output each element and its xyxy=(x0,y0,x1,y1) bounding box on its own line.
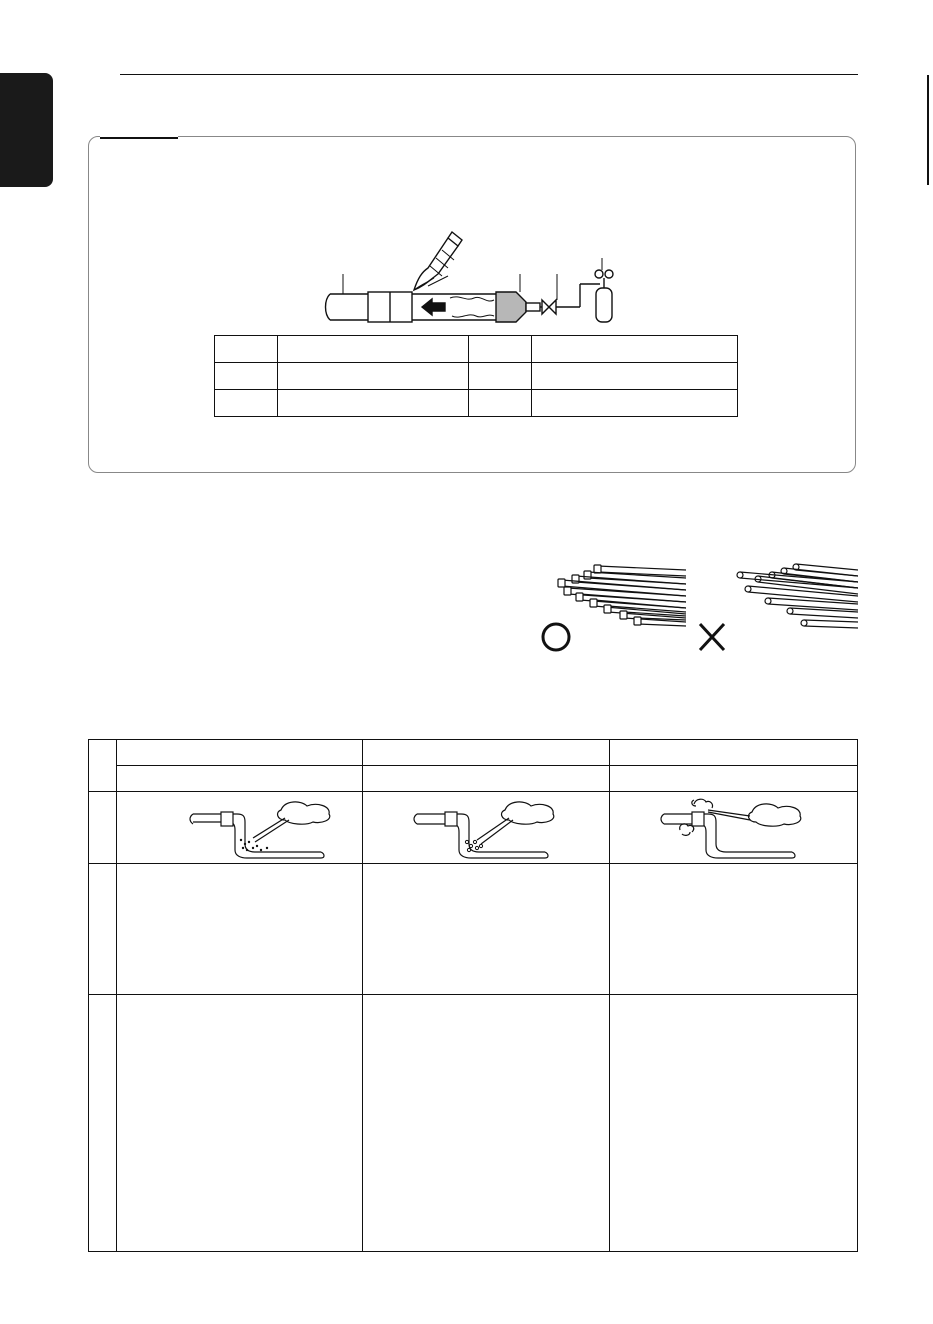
legend-cell xyxy=(469,363,532,390)
matrix-header-cell xyxy=(363,740,610,766)
page-edge-mark xyxy=(927,75,929,185)
matrix-causes-row xyxy=(89,864,858,995)
row-label xyxy=(89,792,117,864)
matrix-header-cell xyxy=(610,740,858,766)
language-tab xyxy=(0,73,53,187)
pipe-storage-illustration xyxy=(528,552,858,662)
note-label-bar xyxy=(100,137,178,139)
cause-cell xyxy=(117,864,363,995)
legend-cell xyxy=(215,363,278,390)
capped-pipe-bundle xyxy=(558,565,686,626)
legend-cell xyxy=(278,363,469,390)
measure-cell xyxy=(363,995,610,1252)
legend-cell xyxy=(215,390,278,417)
leak-pipe-icon xyxy=(610,792,858,860)
legend-table xyxy=(214,335,738,417)
cause-cell xyxy=(610,864,858,995)
nitrogen-brazing-illustration xyxy=(310,228,640,328)
legend-cell xyxy=(278,390,469,417)
legend-cell xyxy=(278,336,469,363)
matrix-header-cell xyxy=(117,740,363,766)
legend-row xyxy=(215,363,738,390)
measure-cell xyxy=(610,995,858,1252)
note-label-gap xyxy=(100,130,178,142)
matrix-header-row xyxy=(89,740,858,766)
matrix-subheader-cell xyxy=(610,766,858,792)
dust-illustration-cell xyxy=(363,792,610,864)
matrix-subheader-cell xyxy=(363,766,610,792)
legend-cell xyxy=(532,363,738,390)
legend-cell xyxy=(469,390,532,417)
ng-mark-icon xyxy=(700,624,724,650)
legend-row xyxy=(215,336,738,363)
row-label xyxy=(89,864,117,995)
problem-matrix-table xyxy=(88,739,858,1252)
matrix-corner xyxy=(89,740,117,792)
matrix-subheader-cell xyxy=(117,766,363,792)
dust-pipe-icon xyxy=(363,792,610,860)
measure-cell xyxy=(117,995,363,1252)
uncapped-pipe-bundle xyxy=(737,564,858,628)
matrix-subheader-row xyxy=(89,766,858,792)
moisture-illustration-cell xyxy=(117,792,363,864)
legend-cell xyxy=(469,336,532,363)
leak-illustration-cell xyxy=(610,792,858,864)
cause-cell xyxy=(363,864,610,995)
legend-cell xyxy=(532,336,738,363)
matrix-measures-row xyxy=(89,995,858,1252)
legend-row xyxy=(215,390,738,417)
header-rule xyxy=(120,74,858,75)
row-label xyxy=(89,995,117,1252)
ok-mark-icon xyxy=(543,624,569,650)
legend-cell xyxy=(215,336,278,363)
matrix-illustration-row xyxy=(89,792,858,864)
moisture-pipe-icon xyxy=(117,792,363,860)
legend-cell xyxy=(532,390,738,417)
